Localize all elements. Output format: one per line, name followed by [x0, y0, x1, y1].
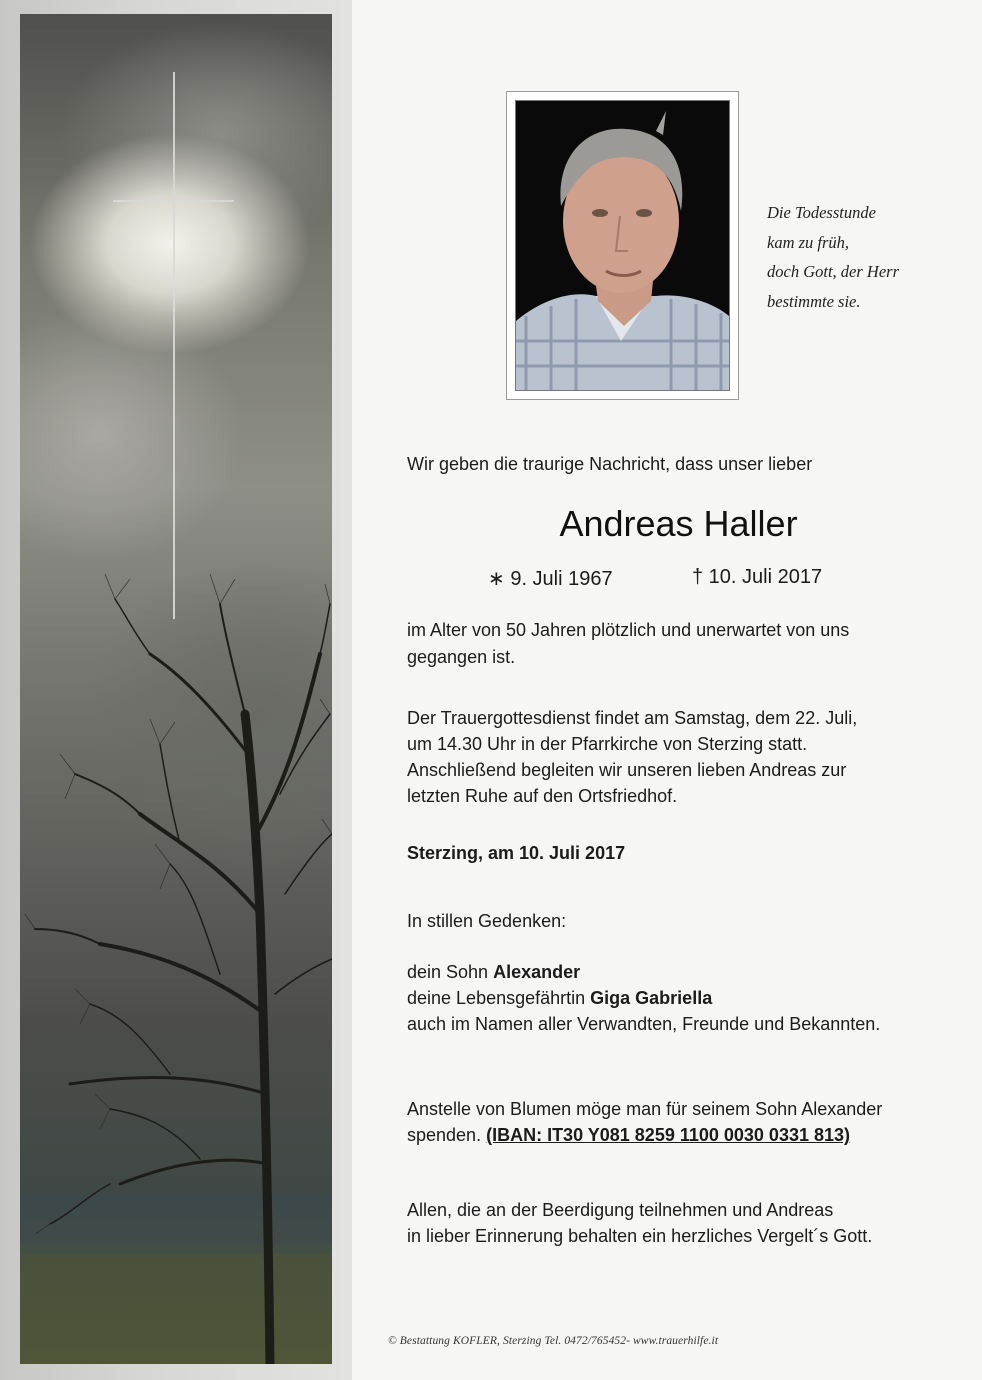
- quote-line: bestimmte sie.: [767, 291, 861, 311]
- portrait-photo: [515, 100, 730, 391]
- cross-icon: [113, 72, 234, 619]
- donation-prefix: spenden.: [407, 1125, 487, 1145]
- quote: [767, 198, 967, 316]
- quote-line: kam zu früh,: [767, 232, 850, 252]
- mourner-relation: deine Lebensgefährtin: [407, 988, 591, 1008]
- footer-credit: © Bestattung KOFLER, Sterzing Tel. 0472/765452- www.trauerhilfe.it: [388, 1335, 719, 1347]
- mourner-partner: [407, 985, 712, 1012]
- iban-text: (IBAN: IT30 Y081 8259 1100 0030 0331 813): [486, 1125, 851, 1145]
- mourner-others: auch im Namen aller Verwandten, Freunde und Bekannten.: [407, 1014, 881, 1034]
- service-text-line: letzten Ruhe auf den Ortsfriedhof.: [407, 786, 678, 806]
- mourner-relation: dein Sohn: [407, 962, 494, 982]
- deceased-name: Andreas Haller: [559, 503, 798, 544]
- thanks-text-line: in lieber Erinnerung behalten ein herzliches Vergelt´s Gott.: [407, 1226, 873, 1246]
- age-text-line: im Alter von 50 Jahren plötzlich und unerwartet von uns: [407, 620, 850, 640]
- mourner-name: Giga Gabriella: [590, 988, 713, 1008]
- intro-text: Wir geben die traurige Nachricht, dass unser lieber: [407, 454, 813, 474]
- mourner-name: Alexander: [493, 962, 581, 982]
- death-date: † 10. Juli 2017: [692, 566, 823, 588]
- memory-heading: In stillen Gedenken:: [407, 911, 567, 931]
- cross-and-tree-illustration: [20, 14, 332, 1364]
- service-text-line: Der Trauergottesdienst findet am Samstag, dem 22. Juli,: [407, 708, 858, 728]
- birth-date: ∗ 9. Juli 1967: [488, 568, 613, 590]
- age-text-line: gegangen ist.: [407, 647, 516, 667]
- quote-line: doch Gott, der Herr: [767, 262, 899, 281]
- place-date: Sterzing, am 10. Juli 2017: [407, 843, 626, 863]
- donation-text-line: Anstelle von Blumen möge man für seinem Sohn Alexander: [407, 1099, 883, 1119]
- portrait-frame: [506, 91, 739, 400]
- sky-tree-image: [20, 14, 332, 1364]
- donation-text-line: [407, 1122, 850, 1149]
- side-image-frame: [0, 0, 352, 1380]
- service-text-line: um 14.30 Uhr in der Pfarrkirche von Sterzing statt.: [407, 734, 808, 754]
- service-text-line: Anschließend begleiten wir unseren lieben Andreas zur: [407, 760, 847, 780]
- mourner-son: [407, 959, 580, 986]
- quote-line: Die Todesstunde: [767, 203, 876, 222]
- thanks-text-line: Allen, die an der Beerdigung teilnehmen und Andreas: [407, 1200, 834, 1220]
- portrait-illustration: [516, 101, 729, 390]
